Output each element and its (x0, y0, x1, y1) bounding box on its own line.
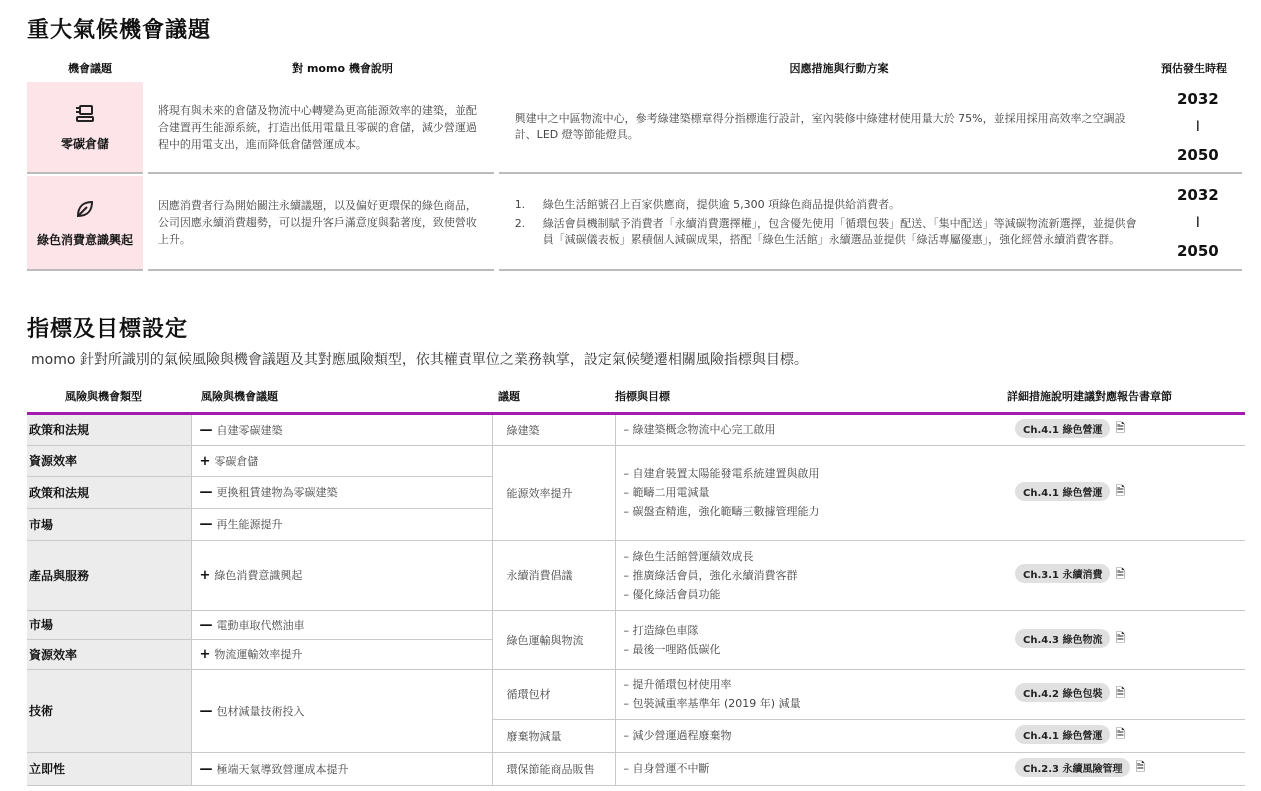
chapter-badge[interactable]: Ch.2.3 永續風險管理 (1015, 758, 1130, 777)
goals: – 自身營運不中斷 (615, 752, 1007, 785)
timeline (1154, 176, 1242, 271)
section-lead: momo 針對所識別的氣候風險與機會議題及其對應風險類型，依其權責單位之業務執掌，設定氣候變遷相關風險指標與目標。 (31, 352, 808, 368)
warehouse-icon (74, 102, 96, 129)
table-row (27, 669, 1245, 719)
time-separator: I (1195, 214, 1200, 231)
opportunity-actions (499, 82, 1154, 174)
document-icon[interactable]: 🗎 (1115, 685, 1126, 700)
risk-type: 市場 (27, 508, 191, 540)
opportunity-table (27, 56, 1242, 271)
chapter-cell (1007, 413, 1245, 445)
chapter-badge[interactable]: Ch.4.1 綠色營運 (1015, 482, 1110, 501)
opportunity-description: 將現有與未來的倉儲及物流中心轉變為更高能源效率的建築，並配合建置再生能源系統，打造出低用電量且零碳的倉儲，減少營運過程中的用電支出，進而降低倉儲營運成本。 (148, 82, 494, 174)
table-row (27, 413, 1245, 445)
topic: 環保節能商品販售 (492, 752, 615, 785)
risk-issue: + 物流運輸效率提升 (191, 639, 492, 669)
risk-type: 產品與服務 (27, 540, 191, 610)
document-icon[interactable]: 🗎 (1115, 421, 1126, 436)
risk-issue: — 極端天氣導致營運成本提升 (191, 752, 492, 785)
risk-type: 立即性 (27, 752, 191, 785)
chapter-badge[interactable]: Ch.3.1 永續消費 (1015, 564, 1110, 583)
table-row (27, 445, 1245, 476)
header-cell: 風險與機會類型 (27, 380, 191, 413)
goals: – 打造綠色車隊 – 最後一哩路低碳化 (615, 610, 1007, 669)
opportunity-issue (27, 176, 143, 271)
minus-icon: — (199, 703, 213, 719)
time-start: 2032 (1176, 185, 1219, 204)
risk-issue: + 零碳倉儲 (191, 445, 492, 476)
time-start: 2032 (1176, 90, 1219, 108)
chapter-cell (1007, 669, 1245, 719)
risk-issue: — 更換租賃建物為零碳建築 (191, 476, 492, 508)
risk-issue: — 電動車取代燃油車 (191, 610, 492, 639)
time-separator: I (1195, 119, 1200, 135)
risk-type: 市場 (27, 610, 191, 639)
chapter-badge[interactable]: Ch.4.2 綠色包裝 (1015, 683, 1110, 702)
opportunity-description: 因應消費者行為開始關注永續議題，以及偏好更環保的綠色商品，公司因應永續消費趨勢，可以提升客戶滿意度與黏著度，致使營收上升。 (148, 176, 494, 271)
risk-issue: — 再生能源提升 (191, 508, 492, 540)
risk-issue: — 自建零碳建築 (191, 413, 492, 445)
action-text: 興建中之中區物流中心，參考綠建築標章得分指標進行設計，室內裝修中綠建材使用量大於 75%，並採用採用高效率之空調設計、LED 燈等節能燈具。 (514, 112, 1126, 141)
risk-type: 政策和法規 (27, 413, 191, 445)
plus-icon: + (199, 453, 211, 469)
header-cell: 對 momo 機會說明 (292, 62, 393, 75)
topic: 能源效率提升 (492, 445, 615, 540)
leaf-icon (74, 198, 96, 225)
document-icon[interactable]: 🗎 (1115, 566, 1126, 581)
chapter-badge[interactable]: Ch.4.1 綠色營運 (1015, 725, 1110, 744)
risk-type: 資源效率 (27, 445, 191, 476)
document-icon[interactable]: 🗎 (1115, 727, 1126, 742)
table-row (27, 752, 1245, 785)
topic: 廢棄物減量 (492, 719, 615, 752)
plus-icon: + (199, 568, 211, 583)
action-item: 2. 綠活會員機制賦予消費者「永續消費選擇權」，包含優先使用「循環包裝」配送、「集中配送」等減碳物流新選擇，並提供會員「減碳儀表板」累積個人減碳成果，搭配「綠色生活館」永續選品並提供「綠活專屬優惠」，強化經營永續消費客群。 (514, 217, 1137, 246)
section-title-opportunities: 重大氣候機會議題 (27, 18, 212, 43)
time-end: 2050 (1176, 146, 1219, 164)
goals: – 提升循環包材使用率 – 包裝減重率基準年 (2019 年) 減量 (615, 669, 1007, 719)
table-row (27, 540, 1245, 610)
chapter-badge[interactable]: Ch.4.3 綠色物流 (1015, 629, 1110, 648)
chapter-cell (1007, 719, 1245, 752)
topic: 永續消費倡議 (492, 540, 615, 610)
document-icon[interactable]: 🗎 (1115, 631, 1126, 646)
header-cell: 議題 (492, 380, 615, 413)
topic: 綠建築 (492, 413, 615, 445)
opportunity-row (27, 82, 1242, 174)
minus-icon: — (199, 517, 213, 532)
header-cell: 因應措施與行動方案 (789, 62, 889, 75)
chapter-cell (1007, 610, 1245, 669)
document-icon[interactable]: 🗎 (1115, 484, 1126, 499)
action-item: 1. 綠色生活館號召上百家供應商，提供逾 5,300 項綠色商品提供給消費者。 (514, 198, 901, 211)
minus-icon: — (199, 617, 213, 633)
goals: – 綠建築概念物流中心完工啟用 (615, 413, 1007, 445)
plus-icon: + (199, 647, 211, 662)
chapter-cell (1007, 540, 1245, 610)
opportunity-row (27, 176, 1242, 271)
risk-issue: + 綠色消費意識興起 (191, 540, 492, 610)
chapter-cell (1007, 752, 1245, 785)
opportunity-issue-label: 零碳倉儲 (60, 137, 109, 151)
timeline (1154, 82, 1242, 174)
time-end: 2050 (1176, 241, 1219, 260)
risk-type: 政策和法規 (27, 476, 191, 508)
topic: 綠色運輸與物流 (492, 610, 615, 669)
opportunity-issue-label: 綠色消費意識興起 (36, 232, 133, 247)
header-cell: 風險與機會議題 (191, 380, 492, 413)
chapter-badge[interactable]: Ch.4.1 綠色營運 (1015, 419, 1110, 438)
metrics-table (27, 380, 1245, 786)
header-cell: 機會議題 (68, 62, 112, 75)
opportunity-actions (499, 176, 1154, 271)
header-cell: 詳細措施說明建議對應報告書章節 (1007, 380, 1245, 413)
chapter-cell (1007, 445, 1245, 540)
minus-icon: — (199, 761, 213, 777)
minus-icon: — (199, 485, 213, 500)
minus-icon: — (199, 422, 213, 438)
topic: 循環包材 (492, 669, 615, 719)
header-cell: 指標與目標 (615, 380, 1007, 413)
document-icon[interactable]: 🗎 (1135, 760, 1146, 775)
table-row (27, 610, 1245, 639)
risk-issue: — 包材減量技術投入 (191, 669, 492, 752)
goals: – 減少營運過程廢棄物 (615, 719, 1007, 752)
goals: – 自建倉裝置太陽能發電系統建置與啟用 – 範疇二用電減量 – 碳盤查精進，強化範疇三數據管理能力 (615, 445, 1007, 540)
goals: – 綠色生活館營運績效成長 – 推廣綠活會員，強化永續消費客群 – 優化綠活會員功能 (615, 540, 1007, 610)
metrics-header-row (27, 380, 1245, 413)
risk-type: 資源效率 (27, 639, 191, 669)
risk-type: 技術 (27, 669, 191, 752)
opportunity-table-header (27, 56, 1242, 80)
opportunity-issue (27, 82, 143, 174)
header-cell: 預估發生時程 (1161, 62, 1227, 75)
section-title-metrics: 指標及目標設定 (27, 317, 189, 342)
